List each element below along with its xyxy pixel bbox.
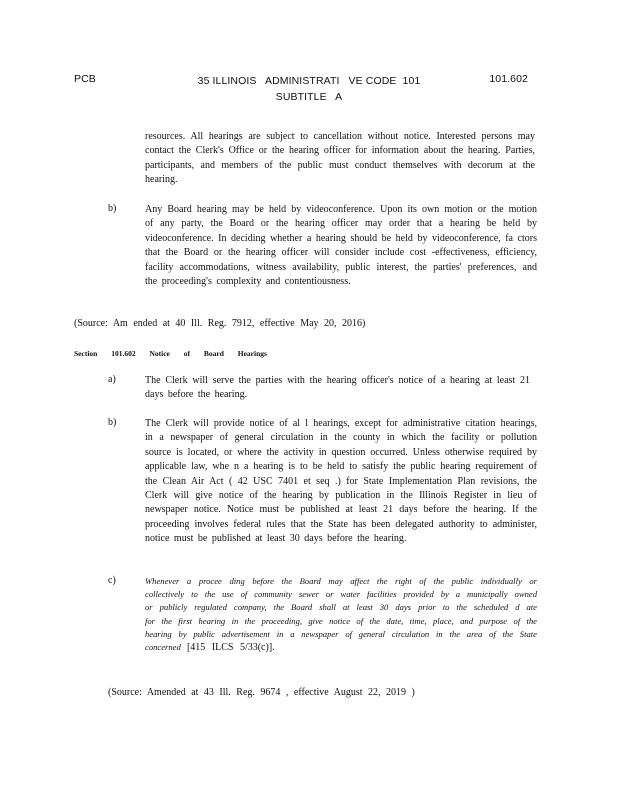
clerk-serve-paragraph: The Clerk will serve the parties with the hearing officer's notice of a hearing at least 21 days before the hearing.: [145, 375, 530, 401]
item-marker-c: c): [108, 575, 116, 586]
header-publisher: PCB: [74, 73, 96, 85]
section-heading: [74, 349, 267, 358]
continuation-paragraph: resources. All hearings are subject to cancellation without notice. Interested persons may contact the Clerk's Office or the hearing officer for information about the hearing. Parties, participants, and members of the public must conduct themselves with decorum at the hearing.: [145, 131, 535, 186]
item-marker-b2: b): [108, 417, 117, 428]
statutory-citation: [415 ILCS 5/33(c)].: [186, 642, 275, 654]
header-title-line1: 35 ILLINOIS ADMINISTRATI VE CODE 101: [197, 75, 421, 87]
section-title-word-3: Board: [203, 349, 224, 358]
videoconference-paragraph: Any Board hearing may be held by videoconference. Upon its own motion or the motion of any party, the Board or the hearing officer may order that a hearing be held by videoconference. In deciding whether a hearing should be held by videoconference, fa ctors that the Board or the hearing officer will consider include cost -effectiveness, efficiency, facility accommodations, witness availability, public interest, the parties' preferences, and the proceeding's complexity and contentiousness.: [145, 204, 537, 288]
header-title-line2: SUBTITLE A: [275, 91, 343, 103]
section-title-word-4: Hearings: [237, 349, 267, 358]
clerk-notice-paragraph: The Clerk will provide notice of al l hearings, except for administrative citation hearings, in a newspaper of general circulation in the county in which the facility or pollution source is located, or where the activity in question occurred. Unless otherwise required by applicable law, whe n a hearing is to be held to satisfy the public hearing requirement of the Clean Air Act ( 42 USC 7401 et seq .) for State Implementation Plan revisions, the Clerk will give notice of the hearing by publication in the Illinois Register in lieu of newspaper notice. Notice must be published at least 21 days before the hearing. If the proceeding involves federal rules that the State has been delegated authority to administer, notice must be published at least 30 days before the hearing.: [145, 418, 537, 545]
item-marker-b1: b): [108, 203, 117, 214]
section-label: Section: [74, 349, 98, 358]
section-number: 101.602: [111, 349, 136, 358]
section-title-word-2: of: [183, 349, 190, 358]
source-note-2016: (Source: Am ended at 40 Ill. Reg. 7912, effective May 20, 2016): [74, 318, 366, 329]
source-note-2019: (Source: Amended at 43 Ill. Reg. 9674 , effective August 22, 2019 ): [108, 687, 415, 698]
public-advertisement-paragraph: [145, 575, 537, 654]
item-marker-a: a): [108, 374, 116, 385]
statutory-text: Whenever a procee ding before the Board may affect the right of the public individually or collectively to the use of community sewer or water facilities provided by a municipally owned or publicly regulated company, the Board shall at least 30 days prior to the scheduled d ate for the first hearing in the proceeding, give notice of the date, time, place, and purpose of the hearing by public advertisement in a newspaper of general circulation in the area of the State concerned: [145, 576, 537, 653]
header-section-number: 101.602: [489, 73, 528, 85]
section-title-word-1: Notice: [149, 349, 170, 358]
